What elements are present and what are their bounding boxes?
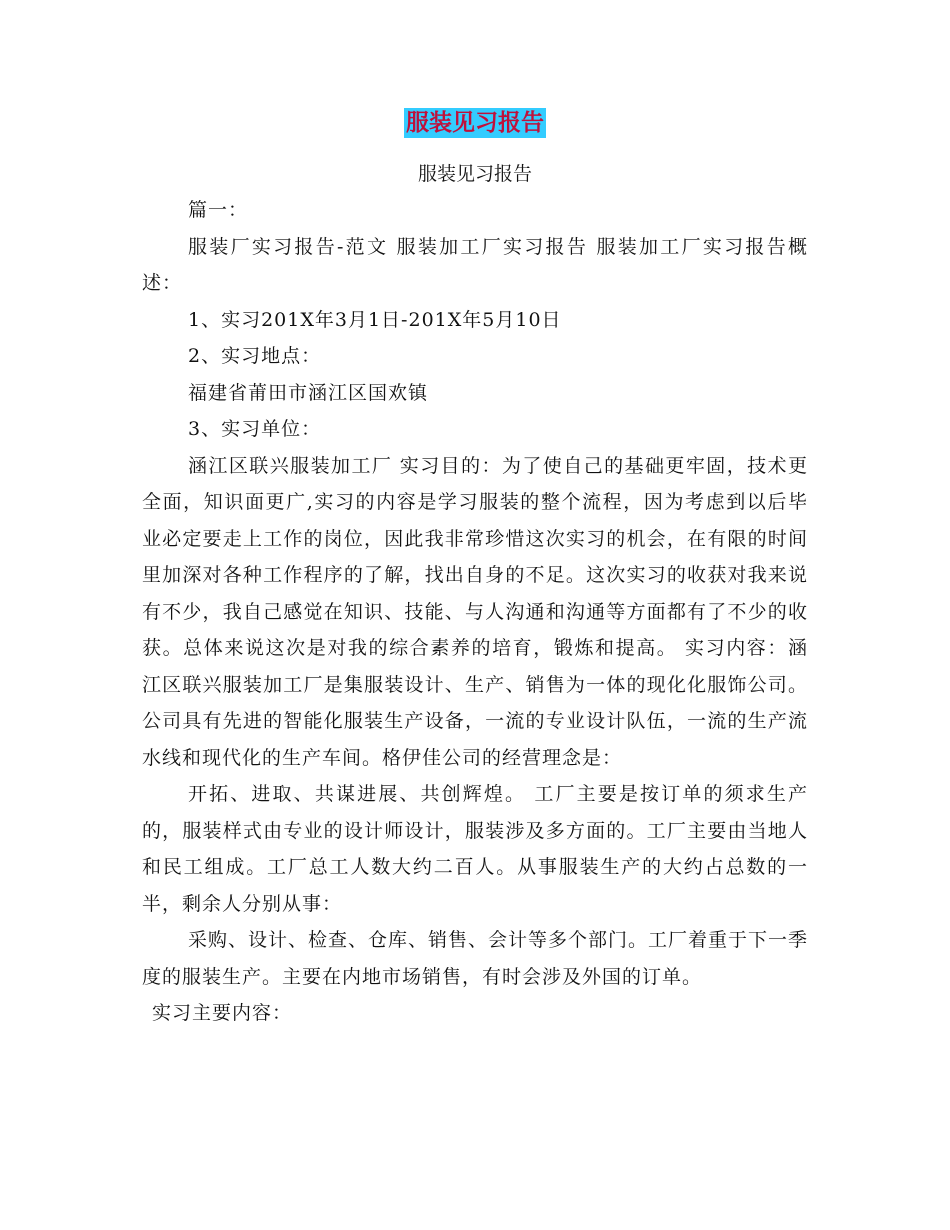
- title-wrap: [142, 108, 808, 138]
- paragraph-3: 1、实习201X年3月1日-201X年5月10日: [188, 308, 562, 331]
- paragraph-9: 采购、设计、检查、仓库、销售、会计等多个部门。工厂着重于下一季度的服装生产。主要在内地市场销售，有时会涉及外国的订单。: [142, 929, 809, 988]
- paragraph-last: 实习主要内容：: [152, 1002, 293, 1024]
- paragraph-5: 福建省莆田市涵江区国欢镇: [188, 381, 429, 404]
- paragraph-6: 3、实习单位：: [188, 418, 322, 440]
- document-page: [142, 108, 808, 1032]
- paragraph-2: 服装厂实习报告-范文 服装加工厂实习报告 服装加工厂实习报告概述：: [142, 235, 808, 294]
- paragraph-1: 篇一：: [188, 199, 249, 221]
- paragraph-8: 开拓、进取、共谋进展、共创辉煌。 工厂主要是按订单的须求生产的，服装样式由专业的设计师设计，服装涉及多方面的。工厂主要由当地人和民工组成。工厂总工人数大约二百人。从事服装生产的大约占总数的一半，剩余人分别从事：: [142, 783, 808, 915]
- paragraph-4: 2、实习地点：: [188, 345, 322, 367]
- document-title: 服装见习报告: [406, 110, 544, 136]
- paragraph-7: 涵江区联兴服装加工厂 实习目的：为了使自己的基础更牢固，技术更全面，知识面更广,实习的内容是学习服装的整个流程，因为考虑到以后毕业必定要走上工作的岗位，因此我非常珍惜这次实习的机会，在有限的时间里加深对各种工作程序的了解，找出自身的不足。这次实习的收获对我来说有不少，我自己感觉在知识、技能、与人沟通和沟通等方面都有了不少的收获。总体来说这次是对我的综合素养的培育，锻炼和提高。 实习内容：涵江区联兴服装加工厂是集服装设计、生产、销售为一体的现化化服饰公司。公司具有先进的智能化服装生产设备，一流的专业设计队伍，一流的生产流水线和现代化的生产车间。格伊佳公司的经营理念是：: [142, 454, 808, 769]
- document-subtitle: 服装见习报告: [417, 163, 532, 185]
